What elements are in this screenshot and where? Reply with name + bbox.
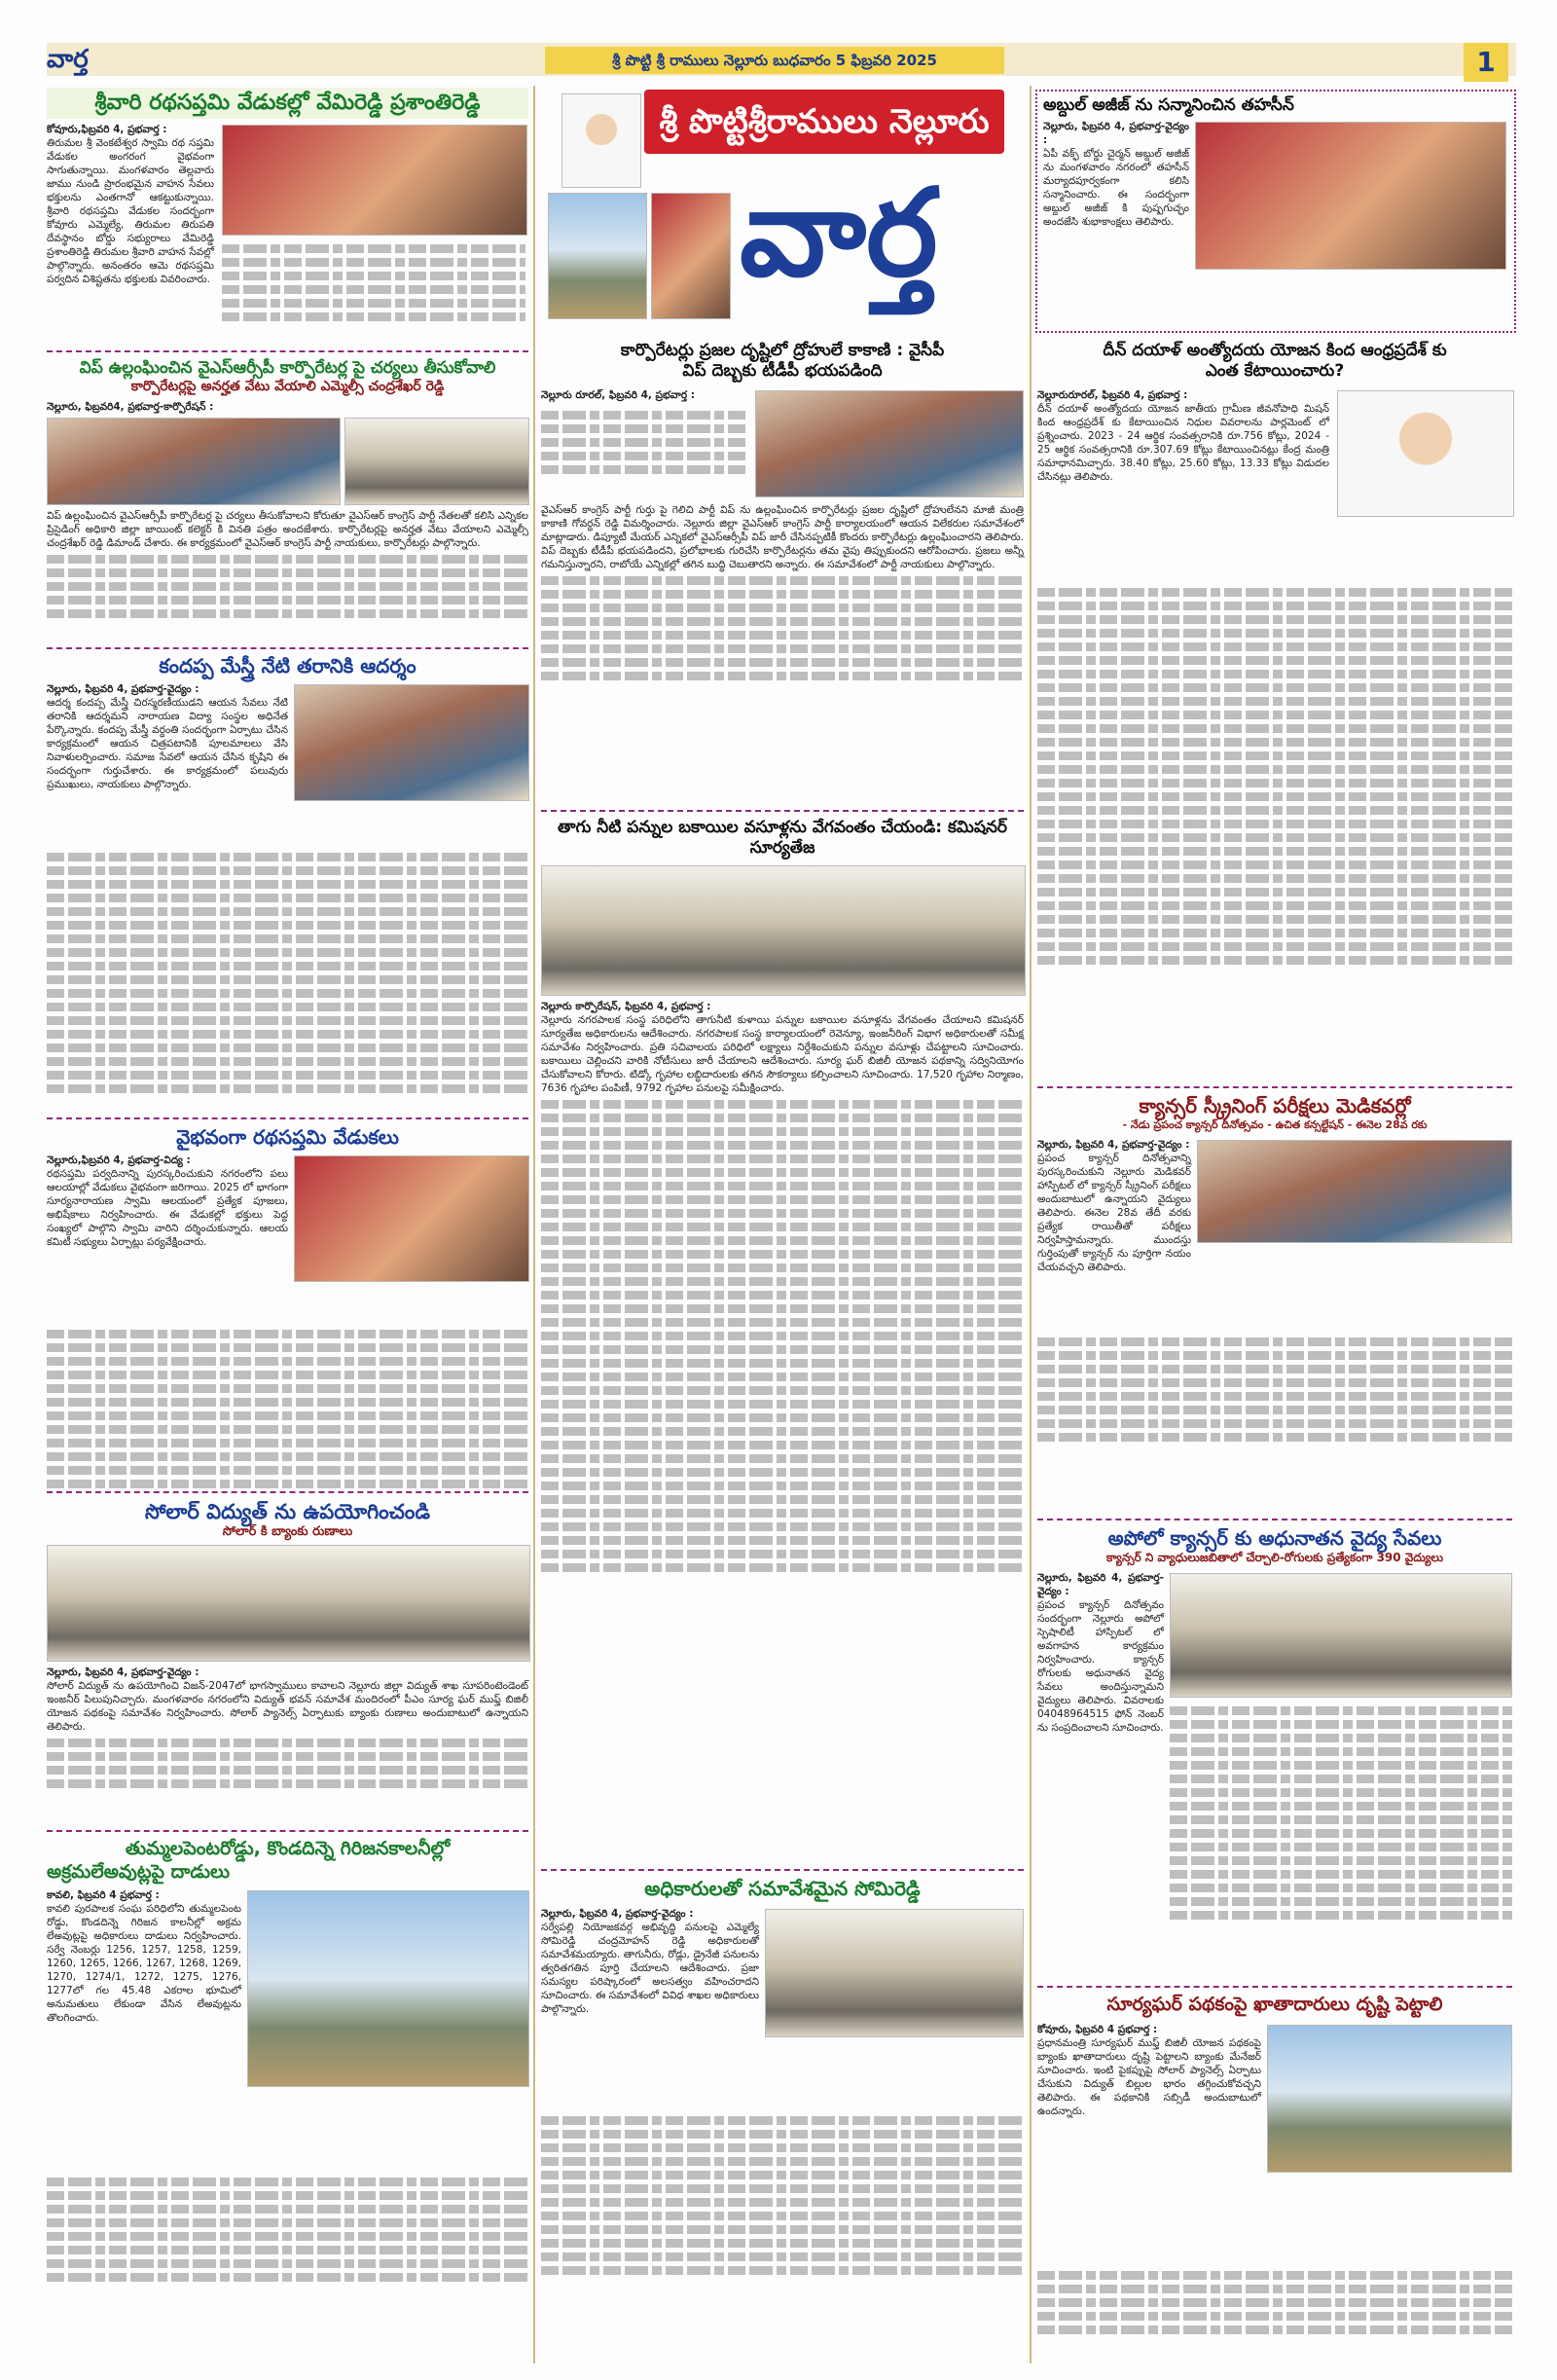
small-logo: వార్త [47,45,89,74]
text-line [1037,1433,1512,1442]
text-line [541,424,749,433]
text-line [541,1154,1024,1163]
date-line: శ్రీ పొట్టి శ్రీ రాములు నెల్లూరు బుధవారం 5 ఫిబ్రవరి 2025 [545,47,1004,74]
text-line [541,1332,1024,1340]
text-line [1037,915,1512,924]
article-body: నెల్లూరు నగరపాలక సంస్థ పరిధిలోని తాగునీటి కుళాయి పన్నుల బకాయిల వసూళ్లను వేగవంతం చేయాలని కమిషనర్ సూర్యతేజ అధికారులను ఆదేశించారు. నగరపాలక సంస్థ కార్యాలయంలో రెవెన్యూ, ఇంజనీరింగ్ విభాగ అధికారులతో సమీక్ష సమావేశం నిర్వహించారు. ప్రతి సచివాలయ పరిధిలో లక్ష్యాలు నిర్దేశించుకుని పన్నుల వసూళ్లు చేపట్టాలని సూచించారు. బకాయిలు చెల్లించని వారికి నోటీసులు జారీ చేయాలని ఆదేశించారు. సూర్య ఘర్ బిజిలీ యోజన పథకాన్ని సద్వినియోగం చేసుకోవాలని కోరారు. టిడ్కో గృహాల లబ్ధిదారులకు తగిన సౌకర్యాలు కల్పించాలని సూచించారు. 17,520 గృహాల నిర్మాణం, 7636 గృహాల పంపిణీ, 9792 గృహాల పనులపై సమీక్షించారు. [541,1013,1024,1094]
subhead: విప్ దెబ్బకు టీడీపీ భయపడింది [682,361,883,382]
masthead-title: శ్రీ పొట్టిశ్రీరాములు నెల్లూరు [644,90,1004,154]
text-line [1170,1734,1512,1742]
dateline: నెల్లూరు, ఫిబ్రవరి 4, ప్రభవార్త-వైద్యం : [47,683,199,695]
dateline: నెల్లూరు, ఫిబ్రవరి4, ప్రభవార్త-కార్పొరేషన్ : [47,400,214,413]
article-divider [1037,1519,1512,1520]
text-line [1037,697,1512,706]
text-line [541,1182,1024,1190]
headline: కందప్ప మేస్త్రీ నేటి తరానికి ఆదర్శం [159,654,416,677]
article-a7 [541,341,1024,749]
text-line [47,2232,528,2241]
headline: తాగు నీటి పన్నుల బకాయిల వసూళ్లను వేగవంతం చేయండి: కమిషనర్ సూర్యతేజ [557,818,1008,859]
article-divider [1037,1986,1512,1988]
article-divider [47,1117,528,1119]
text-line [1037,847,1512,856]
text-line [541,2184,1024,2193]
text-line [541,1114,1024,1122]
text-line [47,2205,528,2214]
text-line [47,2218,528,2227]
subhead: - నేడు ప్రపంచ క్యాన్సర్ దినోత్సవం - ఉచిత కన్సల్టేషన్ - ఈనెల 28వ రకు [1122,1118,1428,1131]
article-photo [755,390,1024,497]
dateline: నెల్లూరురూరల్, ఫిబ్రవరి 4, ప్రభవార్త : [1037,388,1188,401]
article-a13 [1037,1526,1512,1951]
dateline: నెల్లూరు, ఫిబ్రవరి 4, ప్రభవార్త-వైద్యం : [1043,121,1189,147]
text-line [1037,2285,1512,2293]
article-photo [541,865,1026,996]
text-line [541,2252,1024,2261]
text-line [541,2212,1024,2220]
text-line [1170,1843,1512,1851]
text-line [541,1522,1024,1531]
text-line [1037,670,1512,678]
text-line [47,1384,528,1393]
text-line [1037,765,1512,774]
text-line [47,568,528,577]
text-line [541,1509,1024,1518]
headline: క్యాన్సర్ స్క్రీనింగ్ పరీక్షలు మెడికవర్లో [1139,1094,1411,1117]
text-line [541,2225,1024,2234]
article-body: విప్ ఉల్లంఘించిన వైఎస్ఆర్సీపీ కార్పొరేటర్ల పై చర్యలు తీసుకోవాలని కోరుతూ వైఎస్ఆర్ కాంగ్రెస్ పార్టీ నేతలతో కలిసి ఎన్నికల ప్రిసైడింగ్ అధికారి జిల్లా జాయింట్ కలెక్టర్ కి వినతి పత్రం అందజేశారు. కార్పొరేటర్లపై అనర్హత వేటు వేయాలని ఎమ్మెల్సీ చంద్రశేఖర్ రెడ్డి డిమాండ్ చేశారు. ఈ కార్యక్రమంలో వైఎస్ఆర్ కాంగ్రెస్ పార్టీ నాయకులు, కార్పొరేటర్లు పాల్గొన్నారు. [47,509,528,549]
text-line [541,2143,1024,2152]
article-divider [1037,1086,1512,1088]
text-line [1037,929,1512,937]
text-line [1170,1829,1512,1838]
text-line [47,1003,528,1011]
text-line [47,2273,528,2282]
article-body: ప్రపంచ క్యాన్సర్ దినోత్సవం సందర్భంగా నెల్లూరు అపోలో స్పెషాలిటీ హాస్పిటల్ లో అవగాహన కార్యక్రమం నిర్వహించారు. క్యాన్సర్ రోగులకు అధునాతన వైద్య సేవలు అందిస్తున్నామని వైద్యులు తెలిపారు. వివరాలకు 04048964515 ఫోన్ నెంబర్ ను సంప్రదించాలని సూచించారు. [1037,1599,1164,1734]
text-line [541,2198,1024,2207]
article-body: తిరుమల శ్రీ వెంకటేశ్వర స్వామి రథ సప్తమి వేడుకల అంగరంగ వైభవంగా సాగుతున్నాయి. మంగళవారం తెల్లవారు జాము నుండి ప్రారంభమైన వాహన సేవలు భక్తులను ఎంతగానో ఆకట్టుకున్నాయి. శ్రీవారి రథసప్తమి వేడుకల సందర్భంగా కోవూరు ఎమ్మెల్యే, తిరుమల తిరుపతి దేవస్థానం బోర్డు సభ్యురాలు వేమిరెడ్డి ప్రశాంతిరెడ్డి తిరుమల శ్రీవారి వాహన సేవల్లో పాల్గొన్నారు. అనంతరం ఆమె రథసప్తమి పర్వదిన విశిష్టతను భక్తులకు వివరించారు. [47,136,214,285]
text-line [1170,1775,1512,1783]
text-line [541,1495,1024,1504]
subhead: కార్పొరేటర్లపై అనర్హత వేటు వేయాలి ఎమ్మెల్సీ చంద్రశేఖర్ రెడ్డి [130,379,445,395]
headline: సోలార్ విద్యుత్ ను ఉపయోగించండి [145,1500,430,1523]
text-line [47,1398,528,1407]
subhead: ఎంత కేటాయించారు? [1205,361,1345,382]
text-line [1170,1706,1512,1715]
text-line [47,962,528,970]
text-line [541,1359,1024,1368]
text-line [222,299,525,308]
column-rule [1030,86,1032,2363]
text-line [541,1386,1024,1395]
dateline: నెల్లూరు,ఫిబ్రవరి 4, ప్రభవార్త-విద్య : [47,1154,191,1166]
text-line [47,2246,528,2254]
text-line [1037,820,1512,828]
article-a6 [47,1838,528,2356]
text-line [1170,1856,1512,1865]
text-line [1037,2271,1512,2280]
text-line [1037,724,1512,733]
text-line [541,644,1024,653]
text-line [541,1141,1024,1150]
text-line [1037,874,1512,883]
text-line [541,1441,1024,1449]
text-line [541,1304,1024,1313]
text-line [222,258,525,267]
article-photo [1170,1573,1512,1698]
masthead-logo: వార్త [740,163,938,304]
text-line [541,1277,1024,1286]
dateline: కోవూరు, ఫిబ్రవరి 4 ప్రభవార్త : [1037,2023,1158,2035]
text-line [1170,1815,1512,1824]
text-line [1170,1720,1512,1729]
text-line [541,617,1024,626]
dateline: కావలి, ఫిబ్రవరి 4 ప్రభవార్త : [47,1888,160,1901]
article-a14 [1037,1994,1512,2344]
text-line [47,2191,528,2200]
text-line [47,596,528,604]
text-line [1037,888,1512,897]
text-line [47,907,528,916]
text-line [47,853,528,861]
text-line [47,894,528,902]
article-photo [294,684,529,801]
text-line [47,1766,528,1775]
text-line [541,1563,1024,1572]
article-a8 [541,818,1024,1577]
article-divider [541,1869,1024,1871]
text-line [1037,629,1512,638]
text-line [47,1739,528,1747]
text-line [541,1250,1024,1259]
text-line [1037,2298,1512,2307]
text-line [222,285,525,294]
temple-photo [651,193,731,319]
text-line [1037,588,1512,597]
text-line [1037,860,1512,869]
text-line [47,975,528,984]
text-line [541,1223,1024,1231]
text-line [541,2171,1024,2179]
text-line [222,312,525,321]
text-line [47,1439,528,1447]
text-line [1037,1378,1512,1387]
subhead: అక్రమలేఅవుట్లపై దాడులు [47,1860,231,1883]
text-line [1037,792,1512,801]
text-line [47,1044,528,1052]
text-line [1037,942,1512,951]
text-line [47,1466,528,1475]
text-line [47,989,528,998]
text-line [1037,1351,1512,1360]
article-body: దీన్ దయాళ్ అంత్యోదయ యోజన జాతీయ గ్రామీణ జీవనోపాధి మిషన్ కింద ఆంధ్రప్రదేశ్ కు కేటాయించిన నిధుల వివరాలను పార్లమెంట్ లో ప్రశ్నించారు. 2023 - 24 ఆర్థిక సంవత్సరానికి రూ.756 కోట్లు, 2024 - 25 ఆర్థిక సంవత్సరానికి రూ.307.69 కోట్లు కేటాయించినట్లు కేంద్ర మంత్రి సమాధానమిచ్చారు. 38.40 కోట్లు, 25.60 కోట్లు, 13.33 కోట్లు విడుదల చేసినట్లు తెలిపారు. [1037,402,1329,483]
text-line [541,1236,1024,1245]
text-line [1170,1761,1512,1770]
founder-portrait [561,93,641,188]
text-line [47,2259,528,2268]
article-body: వైఎస్ఆర్ కాంగ్రెస్ పార్టీ గుర్తు పై గెలిచి పార్టీ విప్ ను ఉల్లంఘించిన కార్పొరేటర్లు ప్రజల దృష్టిలో ద్రోహులేనని మాజీ మంత్రి కాకాణి గోవర్ధన్ రెడ్డి విమర్శించారు. నెల్లూరు జిల్లా వైఎస్ఆర్ కాంగ్రెస్ పార్టీ కార్యాలయంలో ఆయన విలేకరుల సమావేశంలో మాట్లాడారు. డిప్యూటీ మేయర్ ఎన్నికలో వైఎస్ఆర్సీపీ విప్ జారీ చేసినప్పటికీ కొందరు కార్పొరేటర్లు ఉల్లంఘించారని తెలిపారు. విప్ దెబ్బకు టీడీపీ భయపడిందని, ప్రలోభాలకు గురిచేసి కార్పొరేటర్లను తమ వైపు తిప్పుకుందని ఆరోపించారు. ప్రజలు అన్నీ గమనిస్తున్నారని, రాబోయే ఎన్నికల్లో తగిన బుద్ధి చెబుతారని అన్నారు. ఈ సమావేశంలో పార్టీ నాయకులు పాల్గొన్నారు. [541,503,1024,570]
page-number: 1 [1464,43,1508,82]
text-line [541,2116,1024,2125]
text-line [47,866,528,875]
headline: అబ్దుల్ అజీజ్ ను సన్మానించిన తహసీన్ [1043,95,1294,115]
text-line [541,1345,1024,1354]
article-photo [247,1890,529,2087]
article-a3 [47,654,528,1140]
text-line [47,934,528,943]
text-line [541,1468,1024,1477]
article-a4 [47,1125,528,1509]
headline: విప్ ఉల్లంఘించిన వైఎస్ఆర్సీపీ కార్పొరేటర్ల పై చర్యలు తీసుకోవాలి [79,358,496,378]
text-line [541,2157,1024,2166]
article-body: ఏపీ వక్ఫ్ బోర్డు చైర్మన్ అబ్దుల్ అజీజ్ ను మంగళవారం నగరంలో తహసీన్ మర్యాదపూర్వకంగా కలిసి సన్మానించారు. ఈ సందర్భంగా అబ్దుల్ అజీజ్ కి పుష్పగుచ్ఛం అందజేసి శుభాకాంక్షలు తెలిపారు. [1043,148,1189,229]
headline: కార్పొరేటర్లు ప్రజల దృష్టిలో ద్రోహులే కాకాణి : వైసీపీ [620,341,945,360]
text-line [541,1100,1024,1109]
text-line [541,411,749,420]
text-line [1037,1365,1512,1373]
text-line [47,2178,528,2186]
text-line [541,1482,1024,1490]
text-line [1170,1884,1512,1892]
text-line [1037,738,1512,747]
text-line [1170,1747,1512,1756]
text-line [1037,2312,1512,2321]
text-line [541,1195,1024,1204]
text-line [541,672,1024,680]
headline: దీన్ దయాళ్ అంత్యోదయ యోజన కింద ఆంధ్రప్రదేశ్ కు [1103,341,1447,360]
text-line [541,1400,1024,1409]
article-body: కావలి పురపాలక సంఘ పరిధిలోని తుమ్మలపెంట రోడ్డు, కొండదిన్నె గిరిజన కాలనీల్లో అక్రమ లేఅవుట్లపై అధికారులు దాడులు నిర్వహించారు. సర్వే నెంబర్లు 1256, 1257, 1258, 1259, 1260, 1265, 1266, 1267, 1268, 1269, 1270, 1274/1, 1272, 1275, 1276, 1277లో గల 45.48 ఎకరాల భూమిలో అనుమతులు లేకుండా వేసిన లేఅవుట్లను తొలగించారు. [47,1902,241,2024]
text-line [1037,1419,1512,1428]
text-line [541,1373,1024,1381]
text-line [1037,683,1512,692]
dateline: నెల్లూరు, ఫిబ్రవరి 4, ప్రభవార్త-వైద్యం : [1037,1138,1190,1151]
text-line [1037,642,1512,651]
text-line [47,609,528,618]
text-line [541,2239,1024,2248]
text-line [541,604,1024,612]
text-line [47,1084,528,1093]
text-line [1037,656,1512,665]
text-line [541,438,749,447]
text-line [541,1427,1024,1436]
article-body: సర్వేపల్లి నియోజకవర్గ అభివృద్ధి పనులపై ఎమ్మెల్యే సోమిరెడ్డి చంద్రమోహన్ రెడ్డి అధికారులతో సమావేశమయ్యారు. తాగునీరు, రోడ్లు, డ్రైనేజీ పనులను త్వరితగతిన పూర్తి చేయాలని ఆదేశించారు. ప్రజా సమస్యల పరిష్కారంలో అలసత్వం వహించరాదని సూచించారు. ఈ సమావేశంలో వివిధ శాఖల అధికారులు పాల్గొన్నారు. [541,1922,759,2015]
text-line [47,1452,528,1461]
text-line [1037,751,1512,760]
text-line [47,1425,528,1434]
text-line [541,1413,1024,1422]
text-line [541,1454,1024,1463]
text-line [1037,1392,1512,1401]
text-line [47,1071,528,1080]
article-a2 [47,358,528,657]
text-line [1170,1897,1512,1906]
text-line [47,555,528,564]
article-a12 [1037,1094,1512,1488]
headline: అధికారులతో సమావేశమైన సోమిరెడ్డి [644,1877,921,1900]
text-line [47,1030,528,1039]
text-line [1037,1406,1512,1414]
text-line [47,1057,528,1066]
text-line [541,1263,1024,1272]
text-line [541,1550,1024,1558]
text-line [47,1330,528,1338]
text-line [222,244,525,253]
dateline: నెల్లూరు, ఫిబ్రవరి 4, ప్రభవార్త-వైద్యం : [1037,1572,1164,1597]
headline: అపోలో క్యాన్సర్ కు అధునాతన వైద్య సేవలు [1107,1526,1442,1550]
text-line [541,1318,1024,1327]
text-line [541,1209,1024,1218]
article-photo [222,125,527,236]
text-line [1037,1337,1512,1346]
dateline: నెల్లూరు కార్పొరేషన్, ఫిబ్రవరి 4, ప్రభవార్త : [541,1000,711,1012]
text-line [541,2266,1024,2275]
text-line [541,1291,1024,1300]
subhead: సోలార్ కి బ్యాంకు రుణాలు [222,1524,353,1540]
dateline: నెల్లూరు, ఫిబ్రవరి 4, ప్రభవార్త-వైద్యం : [47,1666,199,1678]
text-line [1037,2325,1512,2334]
text-line [1037,956,1512,965]
article-divider [47,1830,528,1832]
text-line [1170,1870,1512,1879]
article-photo [47,418,341,505]
text-line [1170,1802,1512,1811]
article-divider [47,647,528,649]
text-line [541,590,1024,599]
text-line [47,1752,528,1761]
article-divider [541,810,1024,812]
text-line [541,1127,1024,1136]
article-a9 [541,1877,1024,2335]
article-divider [47,1491,528,1493]
text-line [47,1779,528,1788]
article-body: రథసప్తమి పర్వదినాన్ని పురస్కరించుకుని నగరంలోని పలు ఆలయాల్లో వేడుకలు వైభవంగా జరిగాయి. 2025 లో భాగంగా సూర్యనారాయణ స్వామి ఆలయంలో ప్రత్యేక పూజలు, అభిషేకాలు నిర్వహించారు. ఈ వేడుకల్లో భక్తులు పెద్ద సంఖ్యలో పాల్గొని స్వామి వారిని దర్శించుకున్నారు. ఆలయ కమిటీ సభ్యులు ఏర్పాట్లు పర్యవేక్షించారు. [47,1168,288,1248]
headline: వైభవంగా రథసప్తమి వేడుకలు [176,1125,399,1149]
text-line [541,1536,1024,1545]
text-line [1037,779,1512,787]
text-line [1037,711,1512,719]
text-line [47,1357,528,1366]
article-photo [765,1909,1024,2037]
dateline: కోవూరు,ఫిబ్రవరి 4, ప్రభవార్త : [47,123,167,135]
article-a5 [47,1499,528,1793]
article-photo [294,1155,529,1282]
text-line [1037,901,1512,910]
article-photo [1337,390,1514,517]
article-body: ఆదర్శ కందప్ప మేస్త్రీ చిరస్మరణీయుడని ఆయన సేవలు నేటి తరానికి ఆదర్శమని నారాయణ విద్యా సంస్థల అధినేత పేర్కొన్నారు. కందప్ప మేస్త్రీ వర్ధంతి సందర్భంగా ఏర్పాటు చేసిన కార్యక్రమంలో ఆయన చిత్రపటానికి పూలమాలలు వేసి నివాళులర్పించారు. సమాజ సేవలో ఆయన చేసిన కృషిని ఈ సందర్భంగా గుర్తుచేశారు. ఈ కార్యక్రమంలో పలువురు ప్రముఖులు, నాయకులు పాల్గొన్నారు. [47,697,288,790]
text-line [1170,1788,1512,1797]
text-line [47,948,528,957]
article-photo [1195,122,1506,270]
text-line [222,272,525,280]
article-a11 [1037,341,1512,1031]
text-line [47,880,528,889]
article-divider [47,350,528,352]
article-a1 [47,88,528,345]
text-line [541,1168,1024,1177]
text-line [541,2130,1024,2139]
article-body: ప్రధానమంత్రి సూర్యఘర్ ముఫ్త్ బిజిలీ యోజన పథకంపై బ్యాంకు ఖాతాదారులు దృష్టి పెట్టాలని బ్యాంకు మేనేజర్ సూచించారు. ఇంటి పైకప్పుపై సోలార్ ప్యానెల్స్ ఏర్పాటు చేసుకుని విద్యుత్ బిల్లుల భారం తగ్గించుకోవచ్చని తెలిపారు. ఈ పథకానికి సబ్సిడీ అందుబాటులో ఉందన్నారు. [1037,2036,1261,2117]
column-rule [533,86,535,2363]
text-line [541,631,1024,640]
dateline: నెల్లూరు రూరల్, ఫిబ్రవరి 4, ప్రభవార్త : [541,388,695,401]
headline: శ్రీవారి రథసప్తమి వేడుకల్లో వేమిరెడ్డి ప్రశాంతిరెడ్డి [47,88,528,119]
dateline: నెల్లూరు, ఫిబ్రవరి 4, ప్రభవార్త-వైద్యం : [541,1908,694,1920]
text-line [1037,602,1512,610]
text-line [1170,1911,1512,1920]
text-line [541,658,1024,667]
article-photo [344,418,529,505]
text-line [47,1480,528,1488]
text-line [1037,615,1512,624]
headline: తుమ్మలపెంటరోడ్డు, కొండదిన్నె గిరిజనకాలనీల్లో [125,1838,451,1859]
headline: సూర్యఘర్ పథకంపై ఖాతాదారులు దృష్టి పెట్టాలి [1106,1994,1443,2015]
text-line [47,582,528,591]
article-body: ప్రపంచ క్యాన్సర్ దినోత్సవాన్ని పురస్కరించుకుని నెల్లూరు మెడికవర్ హాస్పిటల్ లో క్యాన్సర్ స్క్రీనింగ్ పరీక్షలు అందుబాటులో ఉన్నాయని వైద్యులు తెలిపారు. ఈనెల 28వ తేదీ వరకు ప్రత్యేక రాయితీతో పరీక్షలు నిర్వహిస్తామన్నారు. ముందస్తు గుర్తింపుతో క్యాన్సర్ ను పూర్తిగా నయం చేయవచ్చని తెలిపారు. [1037,1152,1191,1273]
text-line [47,921,528,930]
text-line [1037,806,1512,815]
article-photo [47,1545,530,1662]
subhead: క్యాన్సర్ ని వ్యాధులుజబితాలో చేర్చాలి-రోగులకు ప్రత్యేకంగా 390 వైద్యులు [1106,1551,1443,1564]
text-line [541,465,749,474]
text-line [47,1343,528,1352]
article-photo [1267,2025,1512,2173]
text-line [47,1016,528,1025]
text-line [1037,833,1512,842]
text-line [47,1411,528,1420]
article-a10 [1043,95,1506,314]
text-line [541,576,1024,585]
text-line [541,452,749,460]
bridge-photo [548,193,647,319]
text-line [47,1371,528,1379]
article-body: సోలార్ విద్యుత్ ను ఉపయోగించి విజన్-2047లో భాగస్వాములు కావాలని నెల్లూరు జిల్లా విద్యుత్ శాఖ సూపరింటెండెంట్ ఇంజనీర్ పిలుపునిచ్చారు. మంగళవారం నగరంలోని విద్యుత్ భవన్ సమావేశ మందిరంలో పీఎం సూర్య ఘర్ ముఫ్త్ బిజిలీ యోజన పథకంపై సమావేశం నిర్వహించారు. సోలార్ ప్యానెల్స్ ఏర్పాటుకు బ్యాంకు రుణాలు అందుబాటులో ఉన్నాయని తెలిపారు. [47,1679,528,1733]
article-photo [1197,1140,1512,1243]
